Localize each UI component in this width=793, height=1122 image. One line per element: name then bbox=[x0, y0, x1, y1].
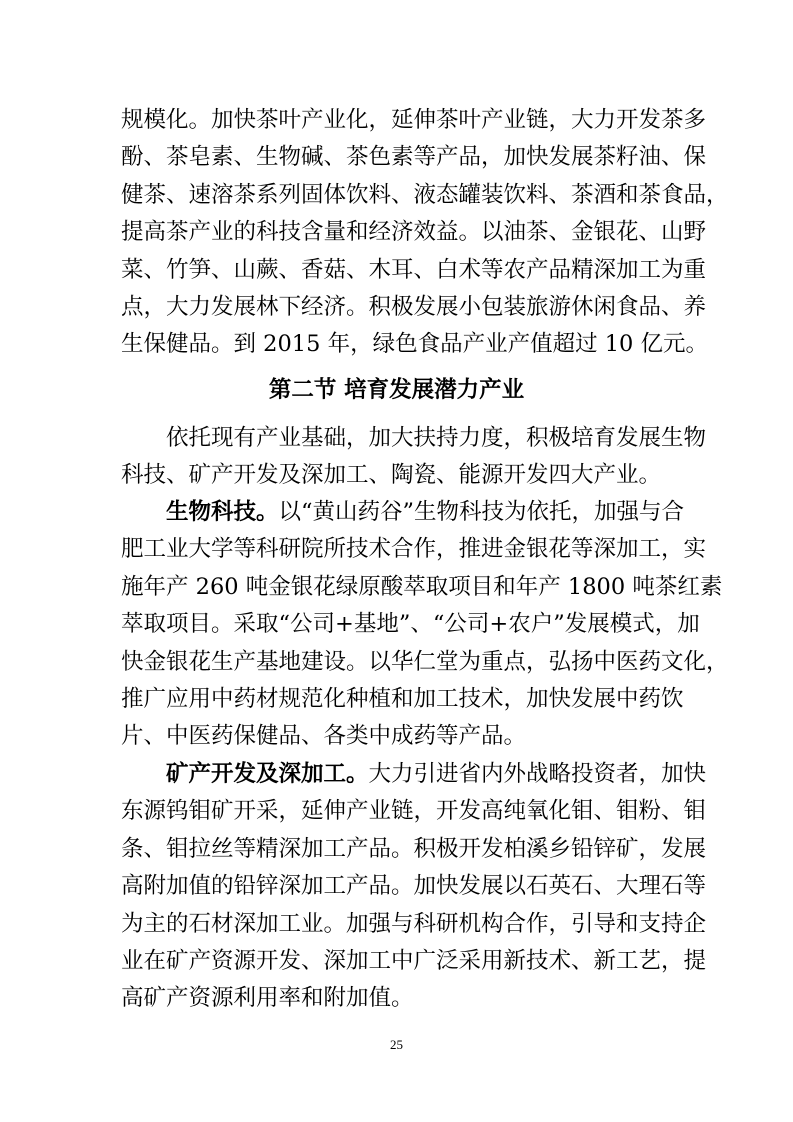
text-line: 高矿产资源利用率和附加值。 bbox=[121, 985, 414, 1012]
text-line: 推广应用中药材规范化种植和加工技术，加快发展中药饮 bbox=[121, 685, 684, 712]
text-line: 业在矿产资源开发、深加工中广泛采用新技术、新工艺，提 bbox=[121, 947, 707, 974]
page-number: 25 bbox=[390, 1037, 403, 1052]
paragraph-title: 矿产开发及深加工。 bbox=[166, 761, 369, 787]
section-heading: 第二节 培育发展潜力产业 bbox=[268, 377, 525, 403]
text-line: 施年产 260 吨金银花绿原酸萃取项目和年产 1800 吨茶红素 bbox=[121, 573, 723, 600]
paragraph-mining bbox=[121, 756, 707, 1018]
text-line bbox=[121, 756, 707, 793]
paragraph-green-food bbox=[121, 102, 729, 364]
text-line: 提高茶产业的科技含量和经济效益。以油茶、金银花、山野 bbox=[121, 219, 707, 246]
paragraph-intro bbox=[121, 420, 707, 495]
text-line: 东源钨钼矿开采，延伸产业链，开发高纯氧化钼、钼粉、钼 bbox=[121, 798, 707, 825]
paragraph-text: 大力引进省内外战略投资者，加快 bbox=[368, 761, 707, 787]
text-line: 科技、矿产开发及深加工、陶瓷、能源开发四大产业。 bbox=[121, 462, 662, 489]
text-line: 生保健品。到 2015 年，绿色食品产业产值超过 10 亿元。 bbox=[121, 331, 709, 358]
text-line bbox=[121, 494, 685, 531]
text-line: 菜、竹笋、山蕨、香菇、木耳、白术等农产品精深加工为重 bbox=[121, 256, 707, 283]
text-line: 依托现有产业基础，加大扶持力度，积极培育发展生物 bbox=[166, 425, 707, 451]
text-line: 肥工业大学等科研院所技术合作，推进金银花等深加工，实 bbox=[121, 536, 707, 563]
text-line: 萃取项目。采取“公司+基地”、“公司+农户”发展模式，加 bbox=[121, 611, 700, 638]
text-line: 快金银花生产基地建设。以华仁堂为重点，弘扬中医药文化， bbox=[121, 648, 729, 675]
paragraph-biotech bbox=[121, 494, 729, 756]
paragraph-text: 以“黄山药谷”生物科技为依托，加强与合 bbox=[278, 499, 685, 525]
text-line: 片、中医药保健品、各类中成药等产品。 bbox=[121, 723, 527, 750]
text-line: 为主的石材深加工业。加强与科研机构合作，引导和支持企 bbox=[121, 910, 707, 937]
text-line: 高附加值的铅锌深加工产品。加快发展以石英石、大理石等 bbox=[121, 873, 707, 900]
text-line: 酚、茶皂素、生物碱、茶色素等产品，加快发展茶籽油、保 bbox=[121, 144, 707, 171]
text-line: 点，大力发展林下经济。积极发展小包装旅游休闲食品、养 bbox=[121, 293, 707, 320]
text-line: 健茶、速溶茶系列固体饮料、液态罐装饮料、茶酒和茶食品， bbox=[121, 181, 729, 208]
paragraph-title: 生物科技。 bbox=[166, 499, 279, 525]
text-line: 条、钼拉丝等精深加工产品。积极开发柏溪乡铅锌矿，发展 bbox=[121, 835, 707, 862]
text-line: 规模化。加快茶叶产业化，延伸茶叶产业链，大力开发茶多 bbox=[121, 107, 707, 133]
